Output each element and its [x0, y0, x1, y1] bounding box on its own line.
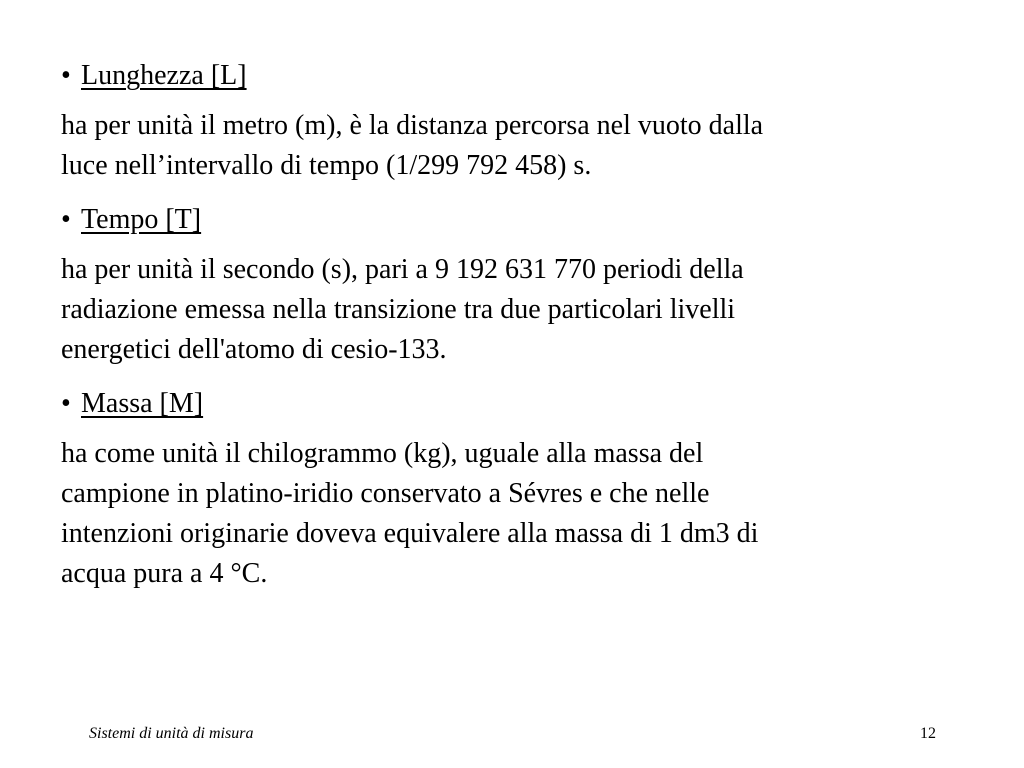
text-line: radiazione emessa nella transizione tra due particolari livelli: [61, 294, 736, 325]
term-mass: Massa [M]: [81, 388, 204, 419]
footer-title: Sistemi di unità di misura: [89, 725, 254, 742]
page-number: 12: [920, 725, 936, 742]
text-line: campione in platino-iridio conservato a Sévres e che nelle: [61, 478, 710, 509]
definition-time: [61, 250, 961, 370]
text-line: ha per unità il secondo (s), pari a 9 192 631 770 periodi della: [61, 254, 744, 285]
text-line: ha come unità il chilogrammo (kg), uguale alla massa del: [61, 438, 704, 469]
text-line: intenzioni originarie doveva equivalere alla massa di 1 dm3 di: [61, 518, 759, 549]
bullet-glyph: •: [61, 60, 71, 91]
definition-length: [61, 106, 961, 186]
section-heading-mass: [61, 384, 961, 424]
text-line: energetici dell'atomo di cesio-133.: [61, 334, 447, 365]
section-heading-length: [61, 56, 961, 96]
text-line: acqua pura a 4 °C.: [61, 558, 268, 589]
bullet-glyph: •: [61, 204, 71, 235]
term-length: Lunghezza [L]: [81, 60, 247, 91]
text-line: ha per unità il metro (m), è la distanza percorsa nel vuoto dalla: [61, 110, 764, 141]
definition-mass: [61, 434, 961, 594]
section-heading-time: [61, 200, 961, 240]
bullet-glyph: •: [61, 388, 71, 419]
term-time: Tempo [T]: [81, 204, 202, 235]
text-line: luce nell’intervallo di tempo (1/299 792 458) s.: [61, 150, 592, 181]
slide-content: [61, 56, 961, 608]
